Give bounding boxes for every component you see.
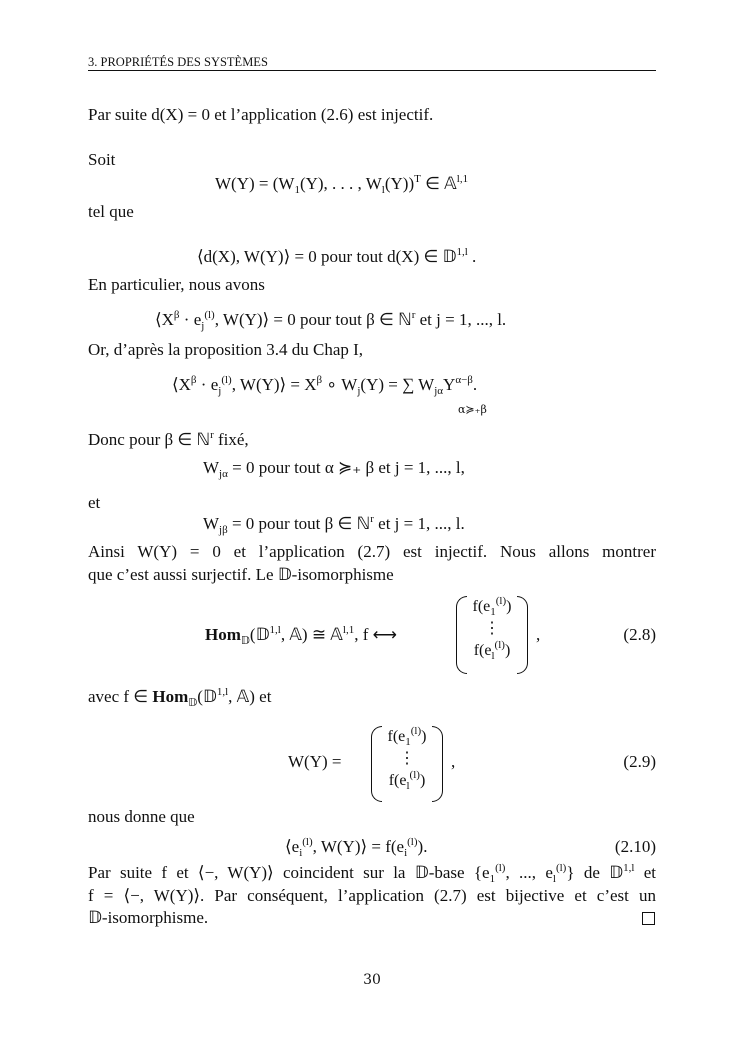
equation: $⟨X^\beta \cdot e_j^{(l)}$, W(Y)⟩ = 0 pour tout β ∈ ℕ$^r$ et j = 1, ..., l. [155, 309, 507, 332]
equation: $W(Y) = (W_1(Y)$, . . . , $W_l(Y))^T$ ∈ 𝔸$^{l,1}$ [215, 173, 469, 196]
paragraph: et [88, 493, 101, 512]
equation-2-9: W(Y) = [288, 752, 342, 771]
equation: $W_{j\alpha} = 0$ pour tout α ≽₊ β et j = 1, ..., l, [203, 458, 465, 480]
paragraph: avec f ∈ Hom$_𝔻$(𝔻$^{1,l}$, 𝔸) et [88, 686, 272, 709]
vector-entry: $f(e_1^{(l)})$ [387, 725, 427, 748]
paragraph: Soit [88, 150, 116, 169]
paragraph: 𝔻-isomorphisme. [88, 908, 209, 927]
paragraph: Par suite f et ⟨−, W(Y)⟩ coincident sur la 𝔻-base {$e_1^{(l)}$, ..., $e_l^{(l)}$} de 𝔻$^{1,l}$ et [88, 862, 656, 885]
equation-2-10: $⟨e_i^{(l)}$, W(Y)⟩ = $f(e_i^{(l)})$. [285, 836, 428, 859]
header-rule [88, 70, 656, 71]
paragraph: que c’est aussi surjectif. Le 𝔻-isomorphisme [88, 565, 394, 584]
sum-subscript: α≽₊β [458, 403, 487, 416]
qed-square-icon [642, 912, 655, 925]
left-paren [371, 726, 382, 802]
right-paren [432, 726, 443, 802]
vector-dots: ⋮ [399, 750, 415, 767]
equation-label: (2.9) [623, 752, 656, 771]
equation-label: (2.10) [614, 837, 656, 856]
paragraph: En particulier, nous avons [88, 275, 265, 294]
column-vector [375, 726, 439, 802]
comma: , [451, 752, 456, 771]
comma: , [536, 625, 541, 644]
paragraph: tel que [88, 202, 134, 221]
equation: $⟨X^\beta \cdot e_j^{(l)}$, W(Y)⟩ = $X^\beta$ ∘ $W_j(Y)$ = ∑ $W_{j\alpha}Y^{\alpha-\beta}$. [172, 374, 478, 397]
vector-entry: $f(e_1^{(l)})$ [472, 595, 512, 618]
vector-entry: $f(e_l^{(l)})$ [473, 639, 511, 662]
right-paren [517, 596, 528, 674]
equation: ⟨d(X), W(Y)⟩ = 0 pour tout d(X) ∈ 𝔻$^{1,l}$ . [197, 246, 477, 266]
vector-entry: $f(e_l^{(l)})$ [388, 769, 426, 792]
paragraph: Donc pour β ∈ ℕ$^r$ fixé, [88, 429, 249, 449]
vector-dots: ⋮ [484, 620, 500, 637]
paragraph: Or, d’après la proposition 3.4 du Chap I, [88, 340, 364, 359]
equation-label: (2.8) [623, 625, 656, 644]
page-number: 30 [363, 972, 381, 988]
equation: $W_{j\beta} = 0$ pour tout β ∈ ℕ$^r$ et j = 1, ..., l. [203, 513, 465, 536]
left-paren [456, 596, 467, 674]
paragraph: f = ⟨−, W(Y)⟩. Par conséquent, l’application (2.7) est bijective et c’est un [88, 886, 656, 905]
paragraph: nous donne que [88, 807, 195, 826]
column-vector [460, 596, 524, 674]
paragraph: Par suite d(X) = 0 et l’application (2.6) est injectif. [88, 105, 434, 124]
running-header: 3. PROPRIÉTÉS DES SYSTÈMES [88, 55, 268, 69]
equation-2-8: Hom$_𝔻$(𝔻$^{1,l}$, 𝔸) ≅ 𝔸$^{l,1}$, f ⟷ [205, 624, 398, 647]
paragraph: Ainsi W(Y) = 0 et l’application (2.7) est injectif. Nous allons montrer [88, 542, 656, 561]
